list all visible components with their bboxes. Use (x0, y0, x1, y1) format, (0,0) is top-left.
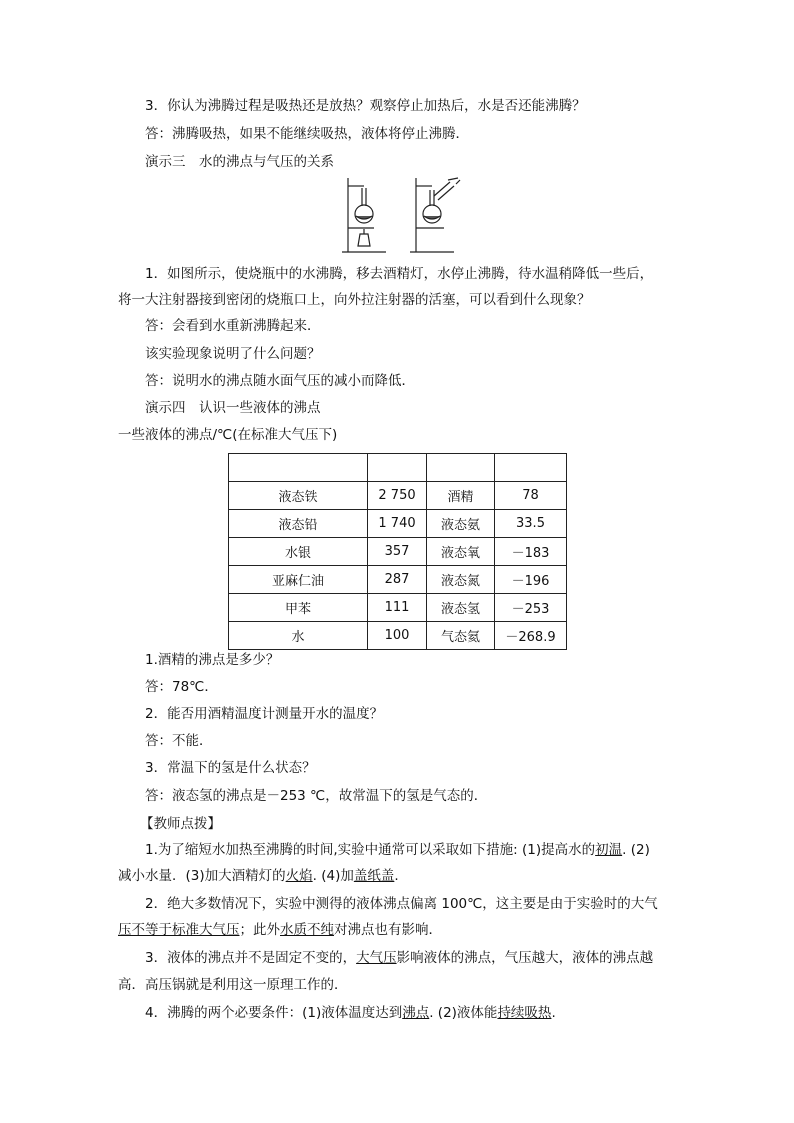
tip-1-underline-3: 盖纸盖 (353, 868, 395, 884)
demo4-answer-2: 答：不能． (145, 733, 213, 749)
tip-3-line2: 高．高压锅就是利用这一原理工作的． (118, 977, 348, 993)
demo3-question-2: 该实验现象说明了什么问题？ (145, 346, 321, 362)
table-cell: 33.5 (495, 510, 567, 538)
table-cell: 78 (495, 482, 567, 510)
tip-1-line1: 1.为了缩短水加热至沸腾的时间,实验中通常可以采取如下措施: (1)提高水的初温. (2) (145, 842, 650, 858)
table-row (229, 510, 567, 538)
demo3-title: 演示三 水的沸点与气压的关系 (145, 154, 334, 170)
table-cell: 水银 (229, 538, 368, 566)
tip-2-line1: 2．绝大多数情况下，实验中测得的液体沸点偏离 100℃，这主要是由于实验时的大气 (145, 896, 658, 912)
table-cell: 酒精 (427, 482, 495, 510)
question-3: 3．你认为沸腾过程是吸热还是放热？观察停止加热后，水是否还能沸腾？ (145, 98, 586, 114)
tip-4: 4．沸腾的两个必要条件：(1)液体温度达到沸点. (2)液体能持续吸热. (145, 1005, 556, 1021)
table-cell: 气态氦 (427, 622, 495, 650)
answer-3: 答：沸腾吸热，如果不能继续吸热，液体将停止沸腾． (145, 126, 469, 142)
demo4-answer-3: 答：液态氢的沸点是－253 ℃，故常温下的氢是气态的． (145, 788, 488, 804)
table-cell: 2 750 (368, 482, 427, 510)
table-cell (495, 454, 567, 482)
table-cell: 100 (368, 622, 427, 650)
tip-2-line2: 压不等于标准大气压；此外水质不纯对沸点也有影响． (118, 922, 442, 938)
table-cell: －253 (495, 594, 567, 622)
table-cell: 287 (368, 566, 427, 594)
tip-1-line2: 减小水量．(3)加大酒精灯的火焰. (4)加盖纸盖. (118, 868, 399, 884)
demo3-question-1-line2: 将一大注射器接到密闭的烧瓶口上，向外拉注射器的活塞，可以看到什么现象？ (118, 292, 591, 308)
table-cell: 液态氨 (427, 510, 495, 538)
table-cell: 水 (229, 622, 368, 650)
tip-4-underline-1: 沸点 (402, 1005, 430, 1021)
table-cell: 液态氢 (427, 594, 495, 622)
table-cell: 亚麻仁油 (229, 566, 368, 594)
table-cell: 液态铁 (229, 482, 368, 510)
demo3-answer-2: 答：说明水的沸点随水面气压的减小而降低． (145, 373, 415, 389)
demo4-question-1: 1.酒精的沸点是多少？ (145, 652, 280, 668)
demo4-answer-1: 答：78℃． (145, 679, 218, 695)
table-cell: －196 (495, 566, 567, 594)
table-cell: 111 (368, 594, 427, 622)
table-cell: 357 (368, 538, 427, 566)
table-cell (427, 454, 495, 482)
table-row (229, 482, 567, 510)
table-cell: 液态铅 (229, 510, 368, 538)
tip-2-underline-2: 水质不纯 (280, 922, 334, 938)
teacher-tips-heading: 【教师点拨】 (140, 816, 221, 832)
demo3-question-1-line1: 1．如图所示，使烧瓶中的水沸腾，移去酒精灯，水停止沸腾，待水温稍降低一些后， (145, 266, 654, 282)
tip-2-underline-1: 压不等于标准大气压 (118, 922, 240, 938)
table-cell (368, 454, 427, 482)
table-cell: 液态氧 (427, 538, 495, 566)
table-cell: 甲苯 (229, 594, 368, 622)
table-row (229, 622, 567, 650)
tip-4-underline-2: 持续吸热 (497, 1005, 552, 1021)
table-row (229, 566, 567, 594)
table-cell: 液态氮 (427, 566, 495, 594)
demo4-title: 演示四 认识一些液体的沸点 (145, 400, 321, 416)
demo3-answer-1: 答：会看到水重新沸腾起来． (145, 318, 321, 334)
table-row (229, 454, 567, 482)
boiling-point-table (228, 453, 567, 650)
table-cell (229, 454, 368, 482)
demo4-question-2: 2．能否用酒精温度计测量开水的温度？ (145, 706, 384, 722)
tip-1-underline-2: 火焰 (285, 868, 313, 884)
tip-3-underline-1: 大气压 (356, 950, 397, 966)
table-cell: －183 (495, 538, 567, 566)
table-caption: 一些液体的沸点/℃(在标准大气压下) (118, 427, 338, 443)
table-row (229, 538, 567, 566)
table-row (229, 594, 567, 622)
apparatus-figure (340, 176, 464, 256)
demo4-question-3: 3．常温下的氢是什么状态？ (145, 760, 316, 776)
table-cell: 1 740 (368, 510, 427, 538)
tip-3-line1: 3．液体的沸点并不是固定不变的，大气压影响液体的沸点，气压越大，液体的沸点越 (145, 950, 654, 966)
table-cell: －268.9 (495, 622, 567, 650)
tip-1-underline-1: 初温 (595, 842, 623, 858)
